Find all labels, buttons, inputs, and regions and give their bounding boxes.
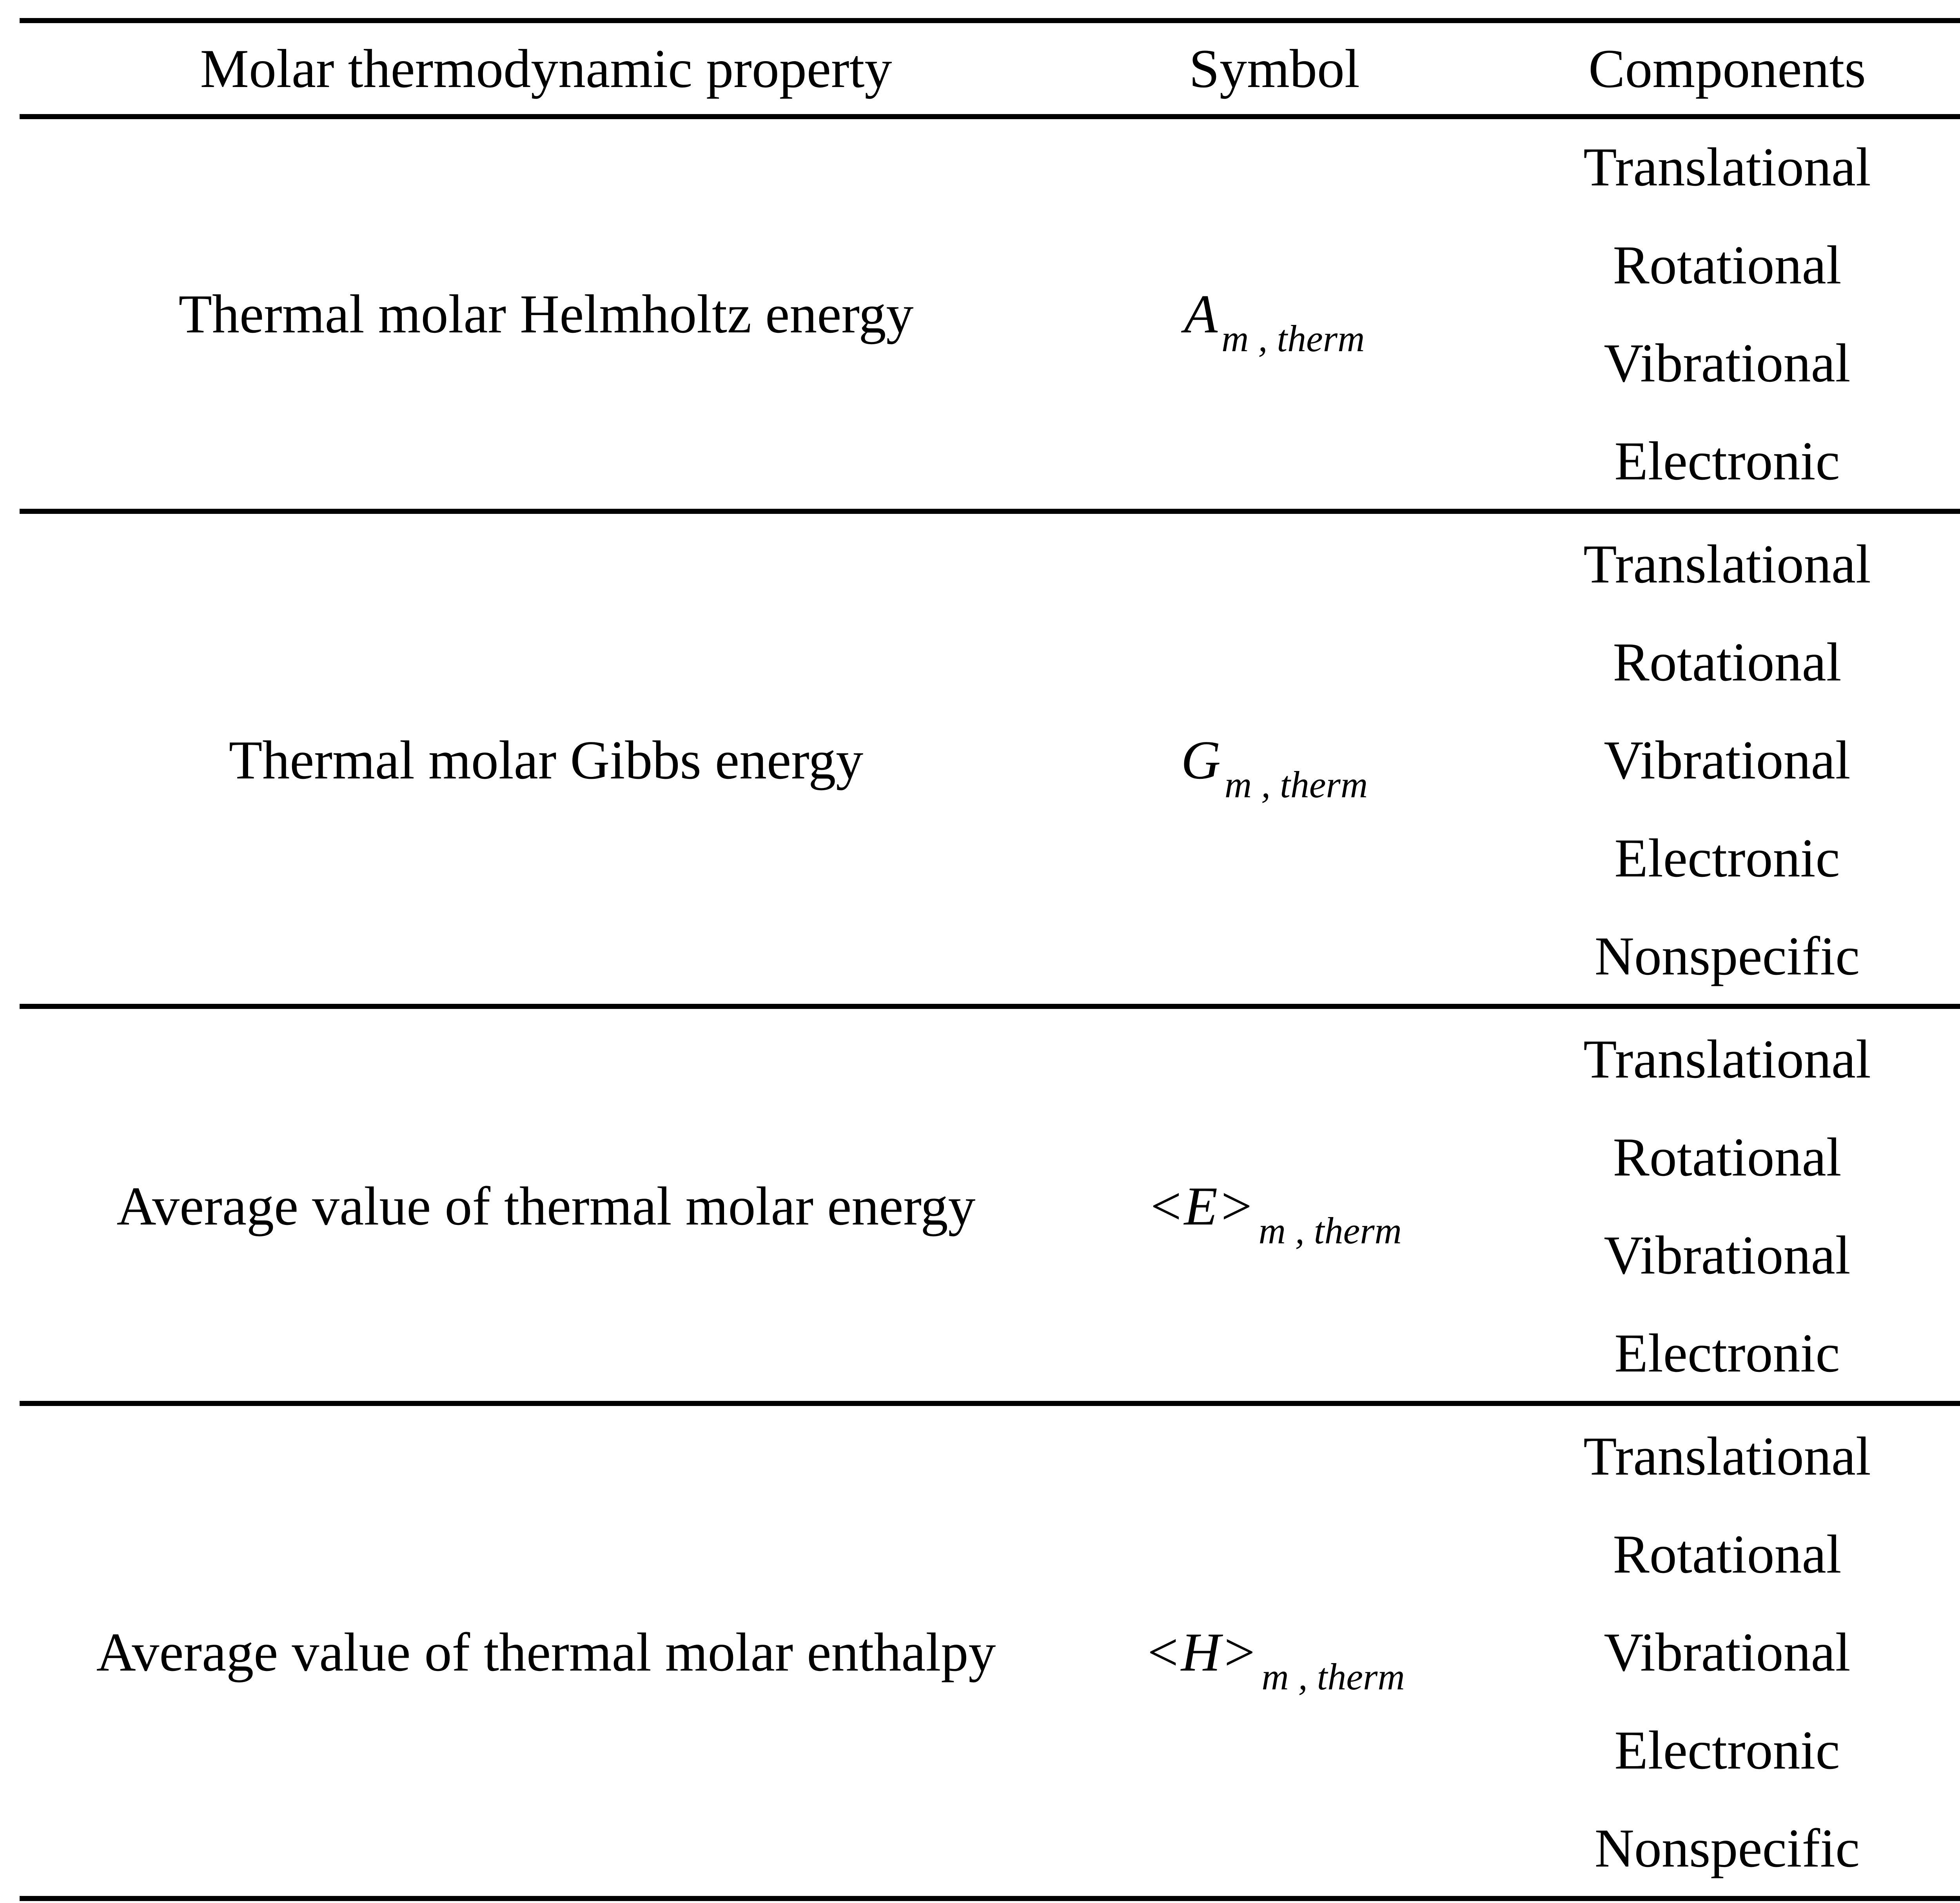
property-symbol — [1073, 1408, 1476, 1898]
component-name: Vibrational — [1604, 730, 1851, 791]
component-name: Rotational — [1613, 1127, 1842, 1188]
symbol-subscript: m , therm — [1221, 317, 1365, 359]
symbol-subscript: m , therm — [1224, 764, 1368, 805]
group-rule — [20, 1004, 1960, 1009]
header-symbol: Symbol — [1189, 38, 1360, 99]
property-name: Thermal molar Helmholtz energy — [178, 284, 914, 345]
component-name: Electronic — [1614, 1323, 1840, 1384]
bottom-rule — [20, 1896, 1960, 1901]
component-name: Translational — [1583, 534, 1871, 595]
group-rule — [20, 509, 1960, 514]
property-symbol — [1073, 118, 1476, 510]
property-symbol — [1073, 1010, 1476, 1402]
symbol-subscript: m , therm — [1258, 1210, 1402, 1252]
component-name: Nonspecific — [1594, 926, 1860, 987]
component-name: Vibrational — [1604, 1225, 1851, 1286]
property-symbol-text — [1147, 1176, 1402, 1252]
component-name: Translational — [1583, 1426, 1871, 1487]
property-name: Thermal molar Gibbs energy — [229, 730, 864, 791]
property-symbol-text — [1181, 730, 1368, 805]
component-name: Vibrational — [1604, 1622, 1851, 1683]
component-name: Electronic — [1614, 1720, 1840, 1781]
property-symbol — [1073, 515, 1476, 1005]
symbol-base: <H> — [1144, 1622, 1258, 1683]
header-property: Molar thermodynamic property — [200, 38, 892, 99]
component-name: Rotational — [1613, 1524, 1842, 1585]
component-name: Electronic — [1614, 828, 1840, 889]
header-components: Components — [1588, 38, 1866, 99]
symbol-base: A — [1184, 284, 1218, 345]
group-rule — [20, 1401, 1960, 1406]
property-name: Average value of thermal molar enthalpy — [96, 1622, 996, 1683]
property-symbol-text — [1184, 284, 1365, 359]
component-name: Vibrational — [1604, 333, 1851, 394]
component-name: Rotational — [1613, 235, 1842, 296]
symbol-subscript: m , therm — [1261, 1656, 1405, 1698]
component-name: Electronic — [1614, 431, 1840, 492]
component-name: Nonspecific — [1594, 1818, 1860, 1879]
symbol-base: G — [1181, 730, 1221, 791]
property-symbol-text — [1144, 1622, 1405, 1698]
component-name: Rotational — [1613, 632, 1842, 693]
symbol-base: <E> — [1147, 1176, 1255, 1237]
component-name: Translational — [1583, 137, 1871, 198]
property-name: Average value of thermal molar energy — [116, 1176, 976, 1237]
top-rule — [20, 18, 1960, 23]
component-name: Translational — [1583, 1029, 1871, 1090]
